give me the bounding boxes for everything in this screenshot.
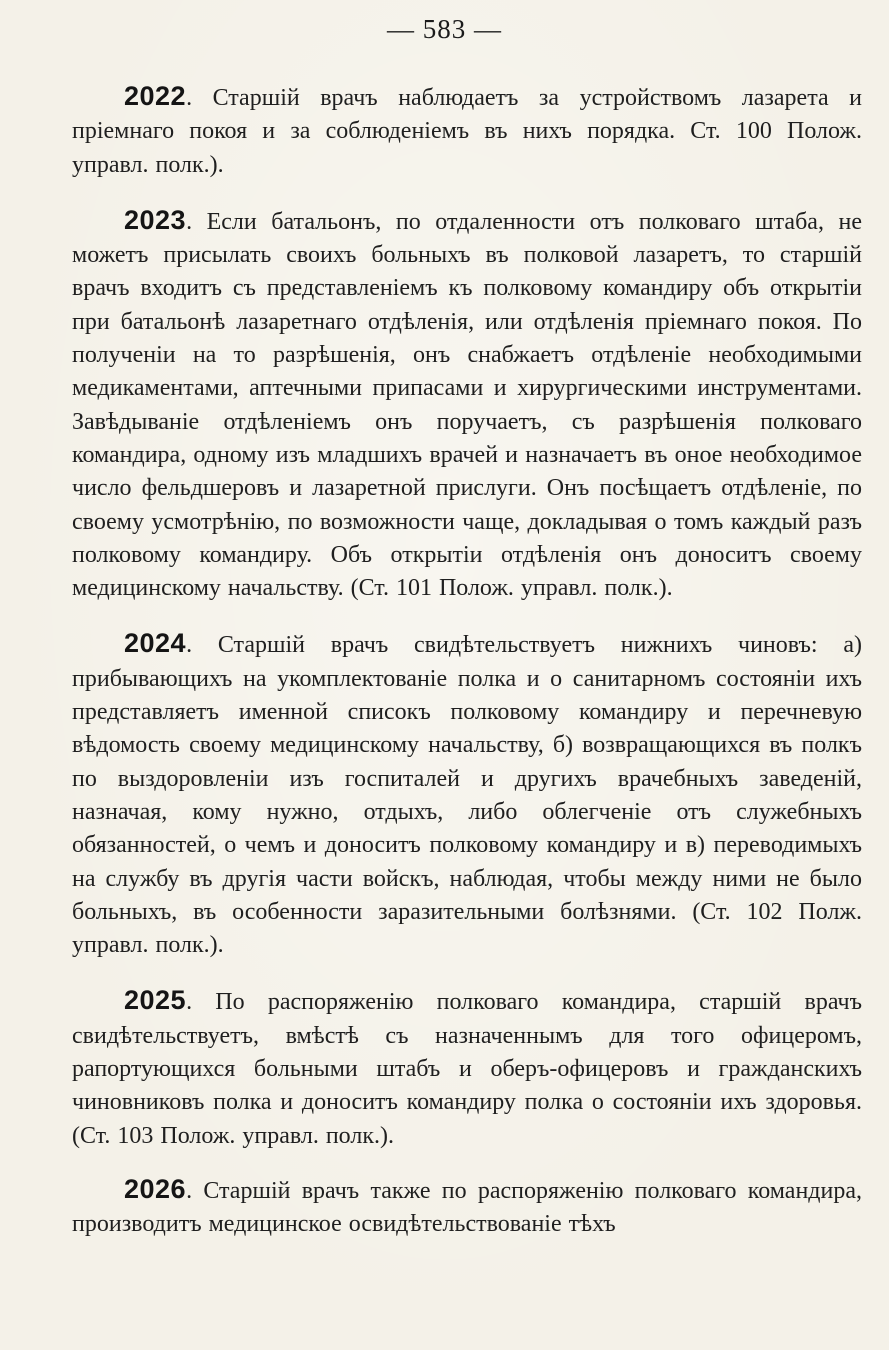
article-number: 2022: [124, 81, 187, 111]
article-text: . Старшій врачъ свидѣтельствуетъ нижнихъ чиновъ: а) прибывающихъ на укомплектованіе полка и о санитарномъ состояніи ихъ представляетъ именной списокъ полковому командиру и перечневую вѣдомость своему медицинскому начальству, б) возвращающихся въ полкъ по выздоровленіи изъ госпиталей и другихъ врачебныхъ заведеній, назначая, кому нужно, отдыхъ, либо облегченіе отъ служебныхъ обязанностей, о чемъ и доноситъ полковому командиру и в) переводимыхъ на службу въ другія части войскъ, наблюдая, чтобы между ними не было больныхъ, въ особенности заразительными болѣзнями. (Ст. 102 Полж. управл. полк.).: [72, 632, 862, 959]
article-text: . По распоряженію полковаго командира, старшій врачъ свидѣтельствуетъ, вмѣстѣ съ назначеннымъ для того офицеромъ, рапортующихся больными штабъ и оберъ-офицеровъ и гражданскихъ чиновниковъ полка и доноситъ командиру полка о состояніи ихъ здоровья. (Ст. 103 Полож. управл. полк.).: [72, 989, 862, 1149]
article-number: 2024: [124, 628, 187, 659]
article-text: . Старшій врачъ также по распоряженію полковаго командира, производитъ медицинское освидѣтельствованіе тѣхъ: [72, 1177, 862, 1238]
page-number: — 583 —: [387, 14, 502, 44]
article-number: 2025: [124, 985, 187, 1016]
article-2024: [72, 627, 862, 962]
article-2023: [72, 204, 862, 606]
article-2025: [72, 984, 862, 1152]
article-number: 2026: [124, 1173, 187, 1204]
article-number: 2023: [124, 204, 187, 235]
article-text: . Если батальонъ, по отдаленности отъ полковаго штаба, не можетъ присылать своихъ больныхъ въ полковой лазаретъ, то старшій врачъ входитъ съ представленіемъ къ полковому командиру объ открытіи при батальонѣ лазаретнаго отдѣленія, или отдѣленія пріемнаго покоя. По полученіи на то разрѣшенія, онъ снабжаетъ отдѣленіе необходимыми медикаментами, аптечными припасами и хирургическими инструментами. Завѣдываніе отдѣленіемъ онъ поручаетъ, съ разрѣшенія полковаго командира, одному изъ младшихъ врачей и назначаетъ въ оное необходимое число фельдшеровъ и лазаретной прислуги. Онъ посѣщаетъ отдѣленіе, по своему усмотрѣнію, по возможности чаще, докладывая о томъ каждый разъ полковому командиру. Объ открытіи отдѣленія онъ доноситъ своему медицинскому начальству. (Ст. 101 Полож. управл. полк.).: [72, 208, 862, 602]
article-2022: [72, 80, 862, 182]
article-text: . Старшій врачъ наблюдаетъ за устройствомъ лазарета и пріемнаго покоя и за соблюденіемъ въ нихъ порядка. Ст. 100 Полож. управл. полк.).: [72, 85, 862, 178]
page-body: [72, 80, 862, 1262]
article-2026: [72, 1173, 862, 1242]
